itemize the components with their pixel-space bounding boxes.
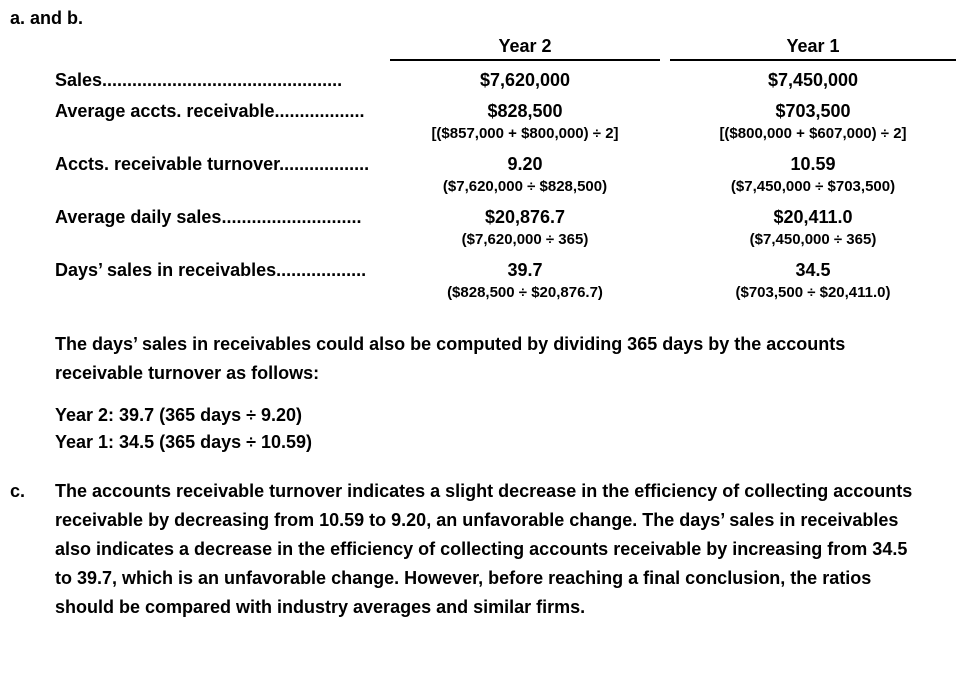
days-sales-year1-value: 34.5 xyxy=(795,260,831,280)
alternate-computation-values xyxy=(55,402,961,456)
section-c xyxy=(10,477,961,622)
turnover-year1-formula: ($7,450,000 ÷ $703,500) xyxy=(730,178,896,195)
sales-row-label: Sales................................................ xyxy=(55,70,343,90)
days-sales-year2-value: 39.7 xyxy=(507,260,543,280)
col-header-year1: Year 1 xyxy=(670,31,956,61)
daily-sales-year1-formula: ($7,450,000 ÷ 365) xyxy=(749,231,877,248)
turnover-year2-formula: ($7,620,000 ÷ $828,500) xyxy=(442,178,608,195)
section-c-label: c. xyxy=(10,481,26,501)
avg-receivable-year1-formula: [($800,000 + $607,000) ÷ 2] xyxy=(719,125,907,142)
section-c-paragraph: The accounts receivable turnover indicates a slight decrease in the efficiency of collecting accounts receivable by decreasing from 10.59 to 9.20, an unfavorable change. The days’ sales in receivables also indicates a decrease in the efficiency of collecting accounts receivable by increasing from 34.5 to 39.7, which is an unfavorable change. However, before reaching a final conclusion, the ratios should be compared with industry averages and similar firms. xyxy=(55,481,913,617)
sales-year2-value: $7,620,000 xyxy=(479,70,571,90)
turnover-sub-spacer xyxy=(55,176,380,198)
turnover-year2-value: 9.20 xyxy=(507,154,543,174)
turnover-year1-value: 10.59 xyxy=(790,154,836,174)
daily-sales-sub-spacer xyxy=(55,229,380,251)
avg-receivable-year2-value: $828,500 xyxy=(487,101,563,121)
days-sales-row-label: Days’ sales in receivables.................. xyxy=(55,260,367,280)
daily-sales-row-label: Average daily sales............................ xyxy=(55,207,362,227)
table-corner-cell xyxy=(55,31,380,61)
receivables-table xyxy=(55,31,961,304)
daily-sales-year2-formula: ($7,620,000 ÷ 365) xyxy=(461,231,589,248)
turnover-row-label: Accts. receivable turnover.................. xyxy=(55,154,370,174)
section-ab-heading: a. and b. xyxy=(10,8,84,28)
avg-receivable-row-label: Average accts. receivable.................. xyxy=(55,101,365,121)
year2-computation-line: Year 2: 39.7 (365 days ÷ 9.20) xyxy=(55,405,303,425)
avg-receivable-year2-formula: [($857,000 + $800,000) ÷ 2] xyxy=(431,125,619,142)
days-sales-year2-formula: ($828,500 ÷ $20,876.7) xyxy=(447,284,603,301)
days-sales-year1-formula: ($703,500 ÷ $20,411.0) xyxy=(735,284,891,301)
avg-receivable-sub-spacer xyxy=(55,123,380,145)
avg-receivable-year1-value: $703,500 xyxy=(775,101,851,121)
year1-computation-line: Year 1: 34.5 (365 days ÷ 10.59) xyxy=(55,432,313,452)
alternate-computation-note: The days’ sales in receivables could also be computed by dividing 365 days by the accounts receivable turnover as follows: xyxy=(55,334,846,383)
daily-sales-year2-value: $20,876.7 xyxy=(484,207,566,227)
sales-year1-value: $7,450,000 xyxy=(767,70,859,90)
days-sales-sub-spacer xyxy=(55,282,380,304)
col-header-year2: Year 2 xyxy=(390,31,660,61)
daily-sales-year1-value: $20,411.0 xyxy=(773,207,853,227)
